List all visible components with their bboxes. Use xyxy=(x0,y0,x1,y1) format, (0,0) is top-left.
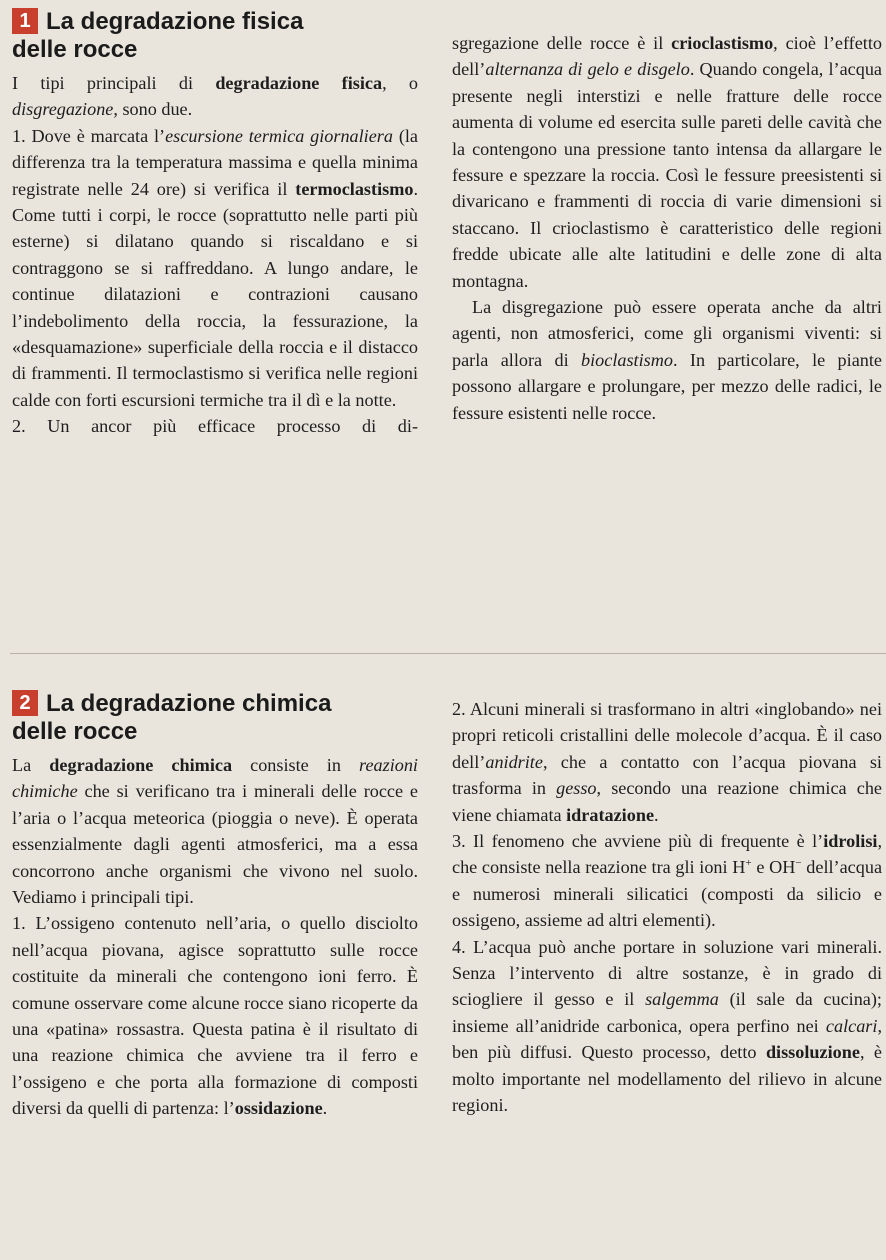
section-number-badge: 2 xyxy=(12,690,38,716)
paragraph-bioclastismo xyxy=(452,294,882,426)
text-run: , secondo una reazione chimica che viene chiamata xyxy=(452,778,882,825)
bold-term: dissoluzione xyxy=(765,1042,860,1063)
section-heading xyxy=(12,690,418,746)
right-column xyxy=(452,30,882,426)
bold-term: termoclastismo xyxy=(295,178,414,199)
superscript: + xyxy=(745,857,752,870)
intro-paragraph xyxy=(12,70,418,123)
italic-term: reazioni chimiche xyxy=(12,755,418,802)
paragraph-idratazione xyxy=(452,696,882,828)
section-title-line1: La degradazione fisica xyxy=(46,8,304,35)
left-column xyxy=(12,690,418,1122)
bold-term: degradazione fisica xyxy=(215,73,383,93)
text-run: , che consiste nella reazione tra gli ioni H xyxy=(452,831,882,878)
text-run: , cioè l’effetto dell’ xyxy=(452,33,883,80)
text-run: 2. Alcuni minerali si trasformano in altri «inglobando» nei propri reticoli cristallini delle molecole d’acqua. È il caso dell’ xyxy=(452,699,882,772)
italic-term: bioclastismo xyxy=(581,349,673,370)
intro-paragraph xyxy=(12,752,418,910)
italic-term: gesso xyxy=(556,778,597,799)
text-run: La xyxy=(12,755,50,775)
section-heading xyxy=(12,8,418,64)
text-run: . Come tutti i corpi, le rocce (soprattutto nelle parti più esterne) si dilatano quando si riscaldano e si contraggono se si raffreddano. A lungo andare, le continue dilatazioni e contrazioni causano l’indebolimento della roccia, la fessurazione, la «desquamazione» superficiale della roccia e il distacco di frammenti. Il termoclastismo si verifica nelle regioni calde con forti escursioni termiche tra il dì e la notte. xyxy=(12,178,418,410)
bold-term: idrolisi xyxy=(823,831,878,852)
italic-term: alternanza di gelo e disgelo xyxy=(485,59,690,80)
text-run: 4. L’acqua può anche portare in soluzione vari minerali. Senza l’intervento di altre sostanze, è in grado di sciogliere il gesso e il xyxy=(452,936,882,1010)
text-run: , sono due. xyxy=(113,99,193,120)
paragraph-idrolisi xyxy=(452,828,882,934)
section-title-line2: delle rocce xyxy=(12,36,138,63)
text-run: e OH xyxy=(751,857,796,878)
italic-term: disgregazione xyxy=(12,99,114,120)
italic-term: calcari xyxy=(825,1015,878,1036)
italic-term: salgemma xyxy=(645,989,719,1010)
text-run: (la differenza tra la temperatura massima e quella minima registrate nelle 24 ore) si verifica il xyxy=(12,125,419,199)
right-column xyxy=(452,696,882,1119)
text-run: consiste in xyxy=(232,755,360,775)
text-run: sgregazione delle rocce è il xyxy=(452,33,672,53)
text-run: . Quando congela, l’acqua presente negli interstizi e nelle fratture delle rocce aumenta di volume ed esercita sulle pareti delle cavità che la contengono una pressione tanto intensa da allargare le fessure e spezzare la roccia. Così le fessure preesistenti si divaricano e frammenti di roccia di varie dimensioni si staccano. Il crioclastismo è caratteristico delle regioni fredde ubicate alle alte latitudini e delle zone di alta montagna. xyxy=(452,59,882,291)
superscript: − xyxy=(795,857,802,870)
italic-term: escursione termica giornaliera xyxy=(165,125,393,146)
section-title-line2: delle rocce xyxy=(12,718,138,745)
text-run: 1. L’ossigeno contenuto nell’aria, o quello disciolto nell’acqua piovana, agisce soprattutto sulle rocce costituite da minerali che contengono ioni ferro. È comune osservare come alcune rocce siano ricoperte da una «patina» rossastra. Questa patina è il risultato di una reazione chimica che avviene tra il ferro e l’ossigeno e che porta alla formazione di composti diversi da quelli di partenza: l’ xyxy=(12,913,418,1119)
paragraph-dissoluzione xyxy=(452,934,882,1119)
text-run: La disgregazione può essere operata anche da altri agenti, non atmosferici, come gli organismi viventi: si parla allora di xyxy=(452,297,882,370)
text-run: dell’acqua e numerosi minerali silicatici (composti da silicio e ossigeno, assieme ad altri elementi). xyxy=(452,857,883,931)
text-run: . xyxy=(322,1098,328,1119)
bold-term: degradazione chimica xyxy=(49,755,233,775)
paragraph-ossidazione xyxy=(12,910,418,1121)
bold-term: idratazione xyxy=(566,804,655,825)
text-run: , che a contatto con l’acqua piovana si trasforma in xyxy=(452,751,882,799)
text-run: 1. Dove è marcata l’ xyxy=(12,125,166,146)
text-run: 2. Un ancor più efficace processo di di- xyxy=(12,416,418,437)
text-run: . In particolare, le piante possono allargare e prolungare, per mezzo delle radici, le fessure esistenti nelle rocce. xyxy=(452,349,882,423)
paragraph-termoclastismo xyxy=(12,123,418,413)
paragraph-crioclastismo-start xyxy=(12,413,418,439)
italic-term: anidrite xyxy=(485,751,543,772)
bold-term: crioclastismo xyxy=(671,33,774,53)
section-number-badge: 1 xyxy=(12,8,38,34)
text-run: I tipi principali di xyxy=(12,73,216,93)
bold-term: ossidazione xyxy=(234,1098,323,1119)
text-run: 3. Il fenomeno che avviene più di frequente è l’ xyxy=(452,831,824,852)
left-column xyxy=(12,8,419,440)
text-run: , è molto importante nel modellamento del rilievo in alcune regioni. xyxy=(452,1042,882,1116)
paragraph-crioclastismo xyxy=(452,30,882,294)
text-run: , ben più diffusi. Questo processo, detto xyxy=(452,1015,882,1063)
text-run: . xyxy=(654,804,659,825)
text-run: (il sale da cucina); insieme all’anidride carbonica, opera perfino nei xyxy=(452,989,882,1036)
text-run: che si verificano tra i minerali delle rocce e l’aria o l’acqua meteorica (pioggia o neve). È operata essenzialmente dagli agenti atmosferici, ma a essa concorrono anche organismi che vivono nel suolo. Vediamo i principali tipi. xyxy=(12,781,418,908)
text-run: , o xyxy=(382,73,419,93)
section-title-line1: La degradazione chimica xyxy=(46,690,332,717)
section-divider xyxy=(10,653,886,654)
section-chemical-degradation xyxy=(0,660,886,1260)
